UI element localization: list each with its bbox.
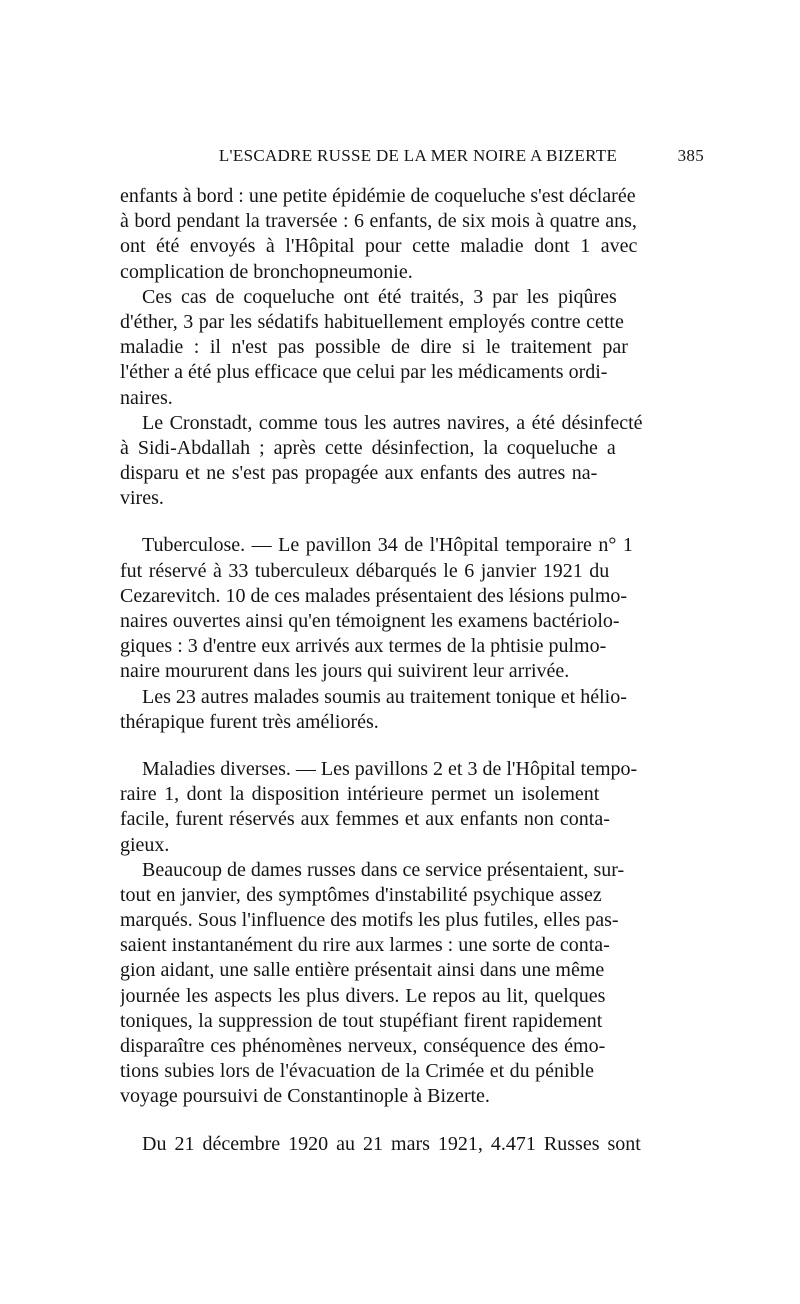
section-gap bbox=[120, 735, 700, 757]
text-line: raire 1, dont la disposition intérieure permet un isolement bbox=[120, 783, 600, 806]
text-line: voyage poursuivi de Constantinople à Bizerte. bbox=[120, 1085, 490, 1108]
text-line: Tuberculose. — Le pavillon 34 de l'Hôpital temporaire n° 1 bbox=[142, 534, 633, 557]
page-header bbox=[120, 146, 704, 166]
text-line: toniques, la suppression de tout stupéfiant firent rapidement bbox=[120, 1009, 603, 1032]
text-line: tions subies lors de l'évacuation de la Crimée et du pénible bbox=[120, 1060, 595, 1083]
text-line: naire moururent dans les jours qui suivirent leur arrivée. bbox=[120, 660, 570, 683]
text-line: Le Cronstadt, comme tous les autres navires, a été désinfecté bbox=[142, 411, 643, 434]
page-number: 385 bbox=[677, 146, 704, 165]
text-line: ont été envoyés à l'Hôpital pour cette maladie dont 1 avec bbox=[120, 235, 638, 258]
text-line: vires. bbox=[120, 487, 164, 510]
text-line: Du 21 décembre 1920 au 21 mars 1921, 4.471 Russes sont bbox=[142, 1132, 641, 1155]
paragraph-russian-ladies bbox=[120, 858, 700, 1110]
section-gap bbox=[120, 511, 700, 533]
running-head: L'ESCADRE RUSSE DE LA MER NOIRE A BIZERTE bbox=[218, 146, 618, 165]
text-line: d'éther, 3 par les sédatifs habituellement employés contre cette bbox=[120, 310, 624, 333]
text-line: journée les aspects les plus divers. Le repos au lit, quelques bbox=[120, 984, 606, 1007]
text-line: naires. bbox=[120, 386, 173, 409]
section-gap bbox=[120, 1110, 700, 1132]
text-line: l'éther a été plus efficace que celui par les médicaments ordi- bbox=[120, 361, 608, 384]
text-line: tout en janvier, des symptômes d'instabilité psychique assez bbox=[120, 883, 602, 906]
paragraph-cronstadt-disinfection bbox=[120, 411, 700, 512]
text-line: facile, furent réservés aux femmes et aux enfants non conta- bbox=[120, 808, 610, 831]
paragraph-pertussis-treatment bbox=[120, 285, 700, 411]
text-line: à Sidi-Abdallah ; après cette désinfection, la coqueluche a bbox=[120, 436, 616, 459]
text-line: naires ouvertes ainsi qu'en témoignent les examens bactériolo- bbox=[120, 610, 620, 632]
text-line: à bord pendant la traversée : 6 enfants, de six mois à quatre ans, bbox=[120, 210, 637, 233]
text-line: disparu et ne s'est pas propagée aux enfants des autres na- bbox=[120, 462, 598, 485]
text-line: Maladies diverses. — Les pavillons 2 et 3 de l'Hôpital tempo- bbox=[142, 757, 638, 780]
text-line: Cezarevitch. 10 de ces malades présentaient des lésions pulmo- bbox=[120, 584, 628, 607]
text-line: gieux. bbox=[120, 833, 170, 856]
text-line: marqués. Sous l'influence des motifs les plus futiles, elles pas- bbox=[120, 909, 619, 932]
text-line: Ces cas de coqueluche ont été traités, 3 par les piqûres bbox=[142, 285, 617, 308]
text-line: thérapique furent très améliorés. bbox=[120, 710, 379, 733]
text-line: complication de bronchopneumonie. bbox=[120, 260, 413, 283]
text-line: gion aidant, une salle entière présentait ainsi dans une même bbox=[120, 959, 605, 982]
paragraph-miscellaneous-diseases bbox=[120, 757, 700, 858]
text-line: giques : 3 d'entre eux arrivés aux termes de la phtisie pulmo- bbox=[120, 635, 607, 658]
body-text bbox=[120, 184, 700, 1157]
text-line: enfants à bord : une petite épidémie de coqueluche s'est déclarée bbox=[120, 185, 636, 207]
text-line: saient instantanément du rire aux larmes : une sorte de conta- bbox=[120, 934, 610, 957]
text-line: Les 23 autres malades soumis au traitement tonique et hélio- bbox=[142, 685, 627, 708]
text-line: fut réservé à 33 tuberculeux débarqués le 6 janvier 1921 du bbox=[120, 559, 610, 582]
paragraph-statistics bbox=[120, 1132, 700, 1157]
paragraph-tuberculosis bbox=[120, 533, 700, 684]
paragraph-tuberculosis-outcome bbox=[120, 685, 700, 735]
text-line: Beaucoup de dames russes dans ce service présentaient, sur- bbox=[142, 858, 625, 881]
text-line: maladie : il n'est pas possible de dire si le traitement par bbox=[120, 336, 628, 359]
text-line: disparaître ces phénomènes nerveux, conséquence des émo- bbox=[120, 1035, 606, 1057]
paragraph-pertussis-outbreak bbox=[120, 184, 700, 285]
